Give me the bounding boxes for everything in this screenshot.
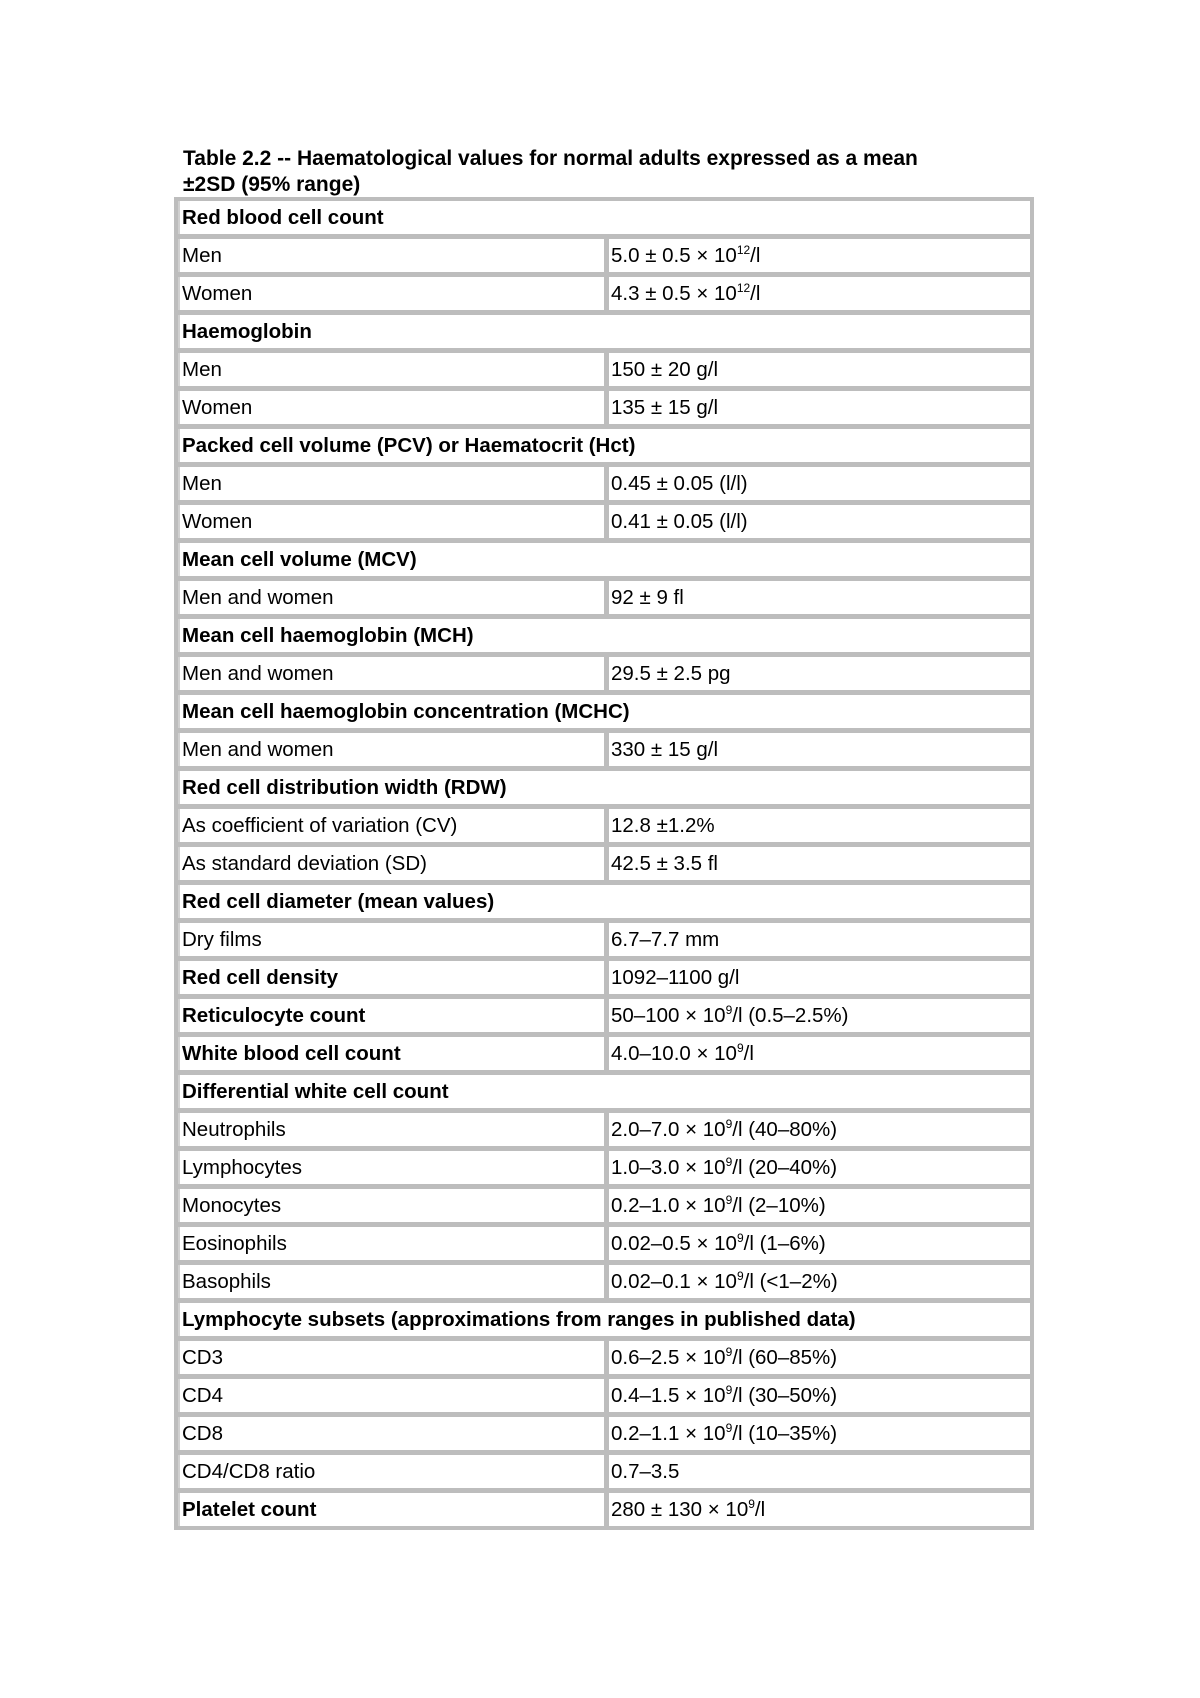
- value-text: 0.2–1.0 × 10: [611, 1194, 726, 1217]
- value-text: 50–100 × 10: [611, 1004, 726, 1027]
- value-exponent: 12: [736, 281, 751, 295]
- row-value: [604, 1151, 1030, 1184]
- row-label: Men: [178, 239, 604, 272]
- value-text: 5.0 ± 0.5 × 10: [611, 244, 737, 267]
- value-unit: /l (60–85%): [732, 1346, 838, 1369]
- section-header: Mean cell haemoglobin concentration (MCHC): [178, 695, 1030, 728]
- value-text: 135 ± 15 g/l: [611, 396, 718, 419]
- table-row: [178, 1379, 1030, 1412]
- section-header: Red cell distribution width (RDW): [178, 771, 1030, 804]
- value-exponent: 9: [725, 1421, 733, 1435]
- value-exponent: 9: [736, 1269, 744, 1283]
- value-text: 12.8 ±1.2%: [611, 814, 715, 837]
- row-label: Red cell density: [178, 961, 604, 994]
- row-label: CD3: [178, 1341, 604, 1374]
- row-value: [604, 1227, 1030, 1260]
- value-text: 1.0–3.0 × 10: [611, 1156, 726, 1179]
- row-value: [604, 1341, 1030, 1374]
- value-text: 0.6–2.5 × 10: [611, 1346, 726, 1369]
- section-header-row: [178, 315, 1030, 348]
- table-row: [178, 391, 1030, 424]
- value-text: 150 ± 20 g/l: [611, 358, 718, 381]
- value-text: 2.0–7.0 × 10: [611, 1118, 726, 1141]
- table-row: [178, 1417, 1030, 1450]
- row-label: White blood cell count: [178, 1037, 604, 1070]
- row-value: [604, 847, 1030, 880]
- section-header-row: [178, 619, 1030, 652]
- section-header: Mean cell haemoglobin (MCH): [178, 619, 1030, 652]
- table-row: [178, 1493, 1030, 1526]
- caption-line-2: ±2SD (95% range): [183, 173, 361, 196]
- row-label: As coefficient of variation (CV): [178, 809, 604, 842]
- row-label: Monocytes: [178, 1189, 604, 1222]
- row-value: [604, 239, 1030, 272]
- row-value: [604, 1379, 1030, 1412]
- row-value: [604, 809, 1030, 842]
- table-body: [178, 201, 1030, 1526]
- table-row: [178, 809, 1030, 842]
- row-label: Dry films: [178, 923, 604, 956]
- table-row: [178, 1227, 1030, 1260]
- section-header-row: [178, 695, 1030, 728]
- value-exponent: 9: [725, 1117, 733, 1131]
- value-unit: /l (40–80%): [732, 1118, 838, 1141]
- row-value: [604, 1265, 1030, 1298]
- table-row: [178, 1151, 1030, 1184]
- row-value: [604, 1113, 1030, 1146]
- value-unit: /l: [750, 282, 761, 305]
- table-row: [178, 1189, 1030, 1222]
- value-exponent: 12: [736, 243, 751, 257]
- row-label: Reticulocyte count: [178, 999, 604, 1032]
- value-text: 0.02–0.1 × 10: [611, 1270, 737, 1293]
- section-header-row: [178, 885, 1030, 918]
- table-row: [178, 467, 1030, 500]
- row-label: Neutrophils: [178, 1113, 604, 1146]
- row-value: [604, 1455, 1030, 1488]
- table-row: [178, 277, 1030, 310]
- row-label: CD8: [178, 1417, 604, 1450]
- row-value: [604, 1493, 1030, 1526]
- value-exponent: 9: [725, 1383, 733, 1397]
- table-row: [178, 581, 1030, 614]
- row-value: [604, 1189, 1030, 1222]
- value-exponent: 9: [748, 1497, 755, 1511]
- section-header-row: [178, 429, 1030, 462]
- table-caption: [183, 146, 1013, 198]
- value-exponent: 9: [725, 1003, 733, 1017]
- section-header-row: [178, 543, 1030, 576]
- table-row: [178, 1113, 1030, 1146]
- row-label: CD4/CD8 ratio: [178, 1455, 604, 1488]
- section-header: Differential white cell count: [178, 1075, 1030, 1108]
- value-unit: /l: [743, 1042, 754, 1065]
- row-value: [604, 1417, 1030, 1450]
- value-text: 4.3 ± 0.5 × 10: [611, 282, 737, 305]
- row-label: Women: [178, 277, 604, 310]
- value-unit: /l (20–40%): [732, 1156, 838, 1179]
- caption-line-1: Table 2.2 -- Haematological values for normal adults expressed as a mean: [183, 147, 918, 170]
- value-unit: /l (1–6%): [743, 1232, 826, 1255]
- value-text: 0.45 ± 0.05 (l/l): [611, 472, 748, 495]
- row-value: [604, 1037, 1030, 1070]
- table-row: [178, 657, 1030, 690]
- value-text: 1092–1100 g/l: [611, 966, 740, 989]
- section-header: Packed cell volume (PCV) or Haematocrit (Hct): [178, 429, 1030, 462]
- row-label: CD4: [178, 1379, 604, 1412]
- section-header: Haemoglobin: [178, 315, 1030, 348]
- row-value: [604, 733, 1030, 766]
- section-header: Lymphocyte subsets (approximations from ranges in published data): [178, 1303, 1030, 1336]
- value-text: 330 ± 15 g/l: [611, 738, 718, 761]
- section-header-row: [178, 1303, 1030, 1336]
- table-row: [178, 505, 1030, 538]
- row-label: Women: [178, 391, 604, 424]
- value-text: 0.7–3.5: [611, 1460, 680, 1483]
- row-label: Basophils: [178, 1265, 604, 1298]
- row-value: [604, 961, 1030, 994]
- row-value: [604, 999, 1030, 1032]
- value-text: 0.41 ± 0.05 (l/l): [611, 510, 748, 533]
- value-exponent: 9: [725, 1193, 733, 1207]
- row-value: [604, 277, 1030, 310]
- row-label: Men and women: [178, 657, 604, 690]
- value-unit: /l (0.5–2.5%): [732, 1004, 849, 1027]
- section-header-row: [178, 201, 1030, 234]
- value-text: 0.2–1.1 × 10: [611, 1422, 726, 1445]
- row-label: Eosinophils: [178, 1227, 604, 1260]
- row-value: [604, 923, 1030, 956]
- section-header-row: [178, 771, 1030, 804]
- value-unit: /l: [750, 244, 761, 267]
- value-text: 42.5 ± 3.5 fl: [611, 852, 718, 875]
- table-row: [178, 353, 1030, 386]
- table-row: [178, 1341, 1030, 1374]
- value-unit: /l (<1–2%): [743, 1270, 838, 1293]
- row-value: [604, 657, 1030, 690]
- row-label: Lymphocytes: [178, 1151, 604, 1184]
- value-text: 4.0–10.0 × 10: [611, 1042, 737, 1065]
- row-value: [604, 391, 1030, 424]
- table-row: [178, 999, 1030, 1032]
- section-header: Red blood cell count: [178, 201, 1030, 234]
- value-text: 29.5 ± 2.5 pg: [611, 662, 731, 685]
- row-value: [604, 505, 1030, 538]
- section-header: Mean cell volume (MCV): [178, 543, 1030, 576]
- section-header: Red cell diameter (mean values): [178, 885, 1030, 918]
- value-unit: /l: [754, 1498, 766, 1521]
- row-label: Men: [178, 467, 604, 500]
- value-exponent: 9: [736, 1041, 744, 1055]
- value-exponent: 9: [736, 1231, 744, 1245]
- row-label: Men: [178, 353, 604, 386]
- section-header-row: [178, 1075, 1030, 1108]
- row-label: As standard deviation (SD): [178, 847, 604, 880]
- haematology-table: [174, 197, 1034, 1530]
- value-text: 280 ± 130 × 10: [611, 1498, 749, 1521]
- table-row: [178, 239, 1030, 272]
- table-row: [178, 1265, 1030, 1298]
- table-row: [178, 961, 1030, 994]
- row-label: Men and women: [178, 581, 604, 614]
- value-text: 0.02–0.5 × 10: [611, 1232, 737, 1255]
- value-exponent: 9: [725, 1155, 733, 1169]
- value-text: 6.7–7.7 mm: [611, 928, 720, 951]
- table-row: [178, 847, 1030, 880]
- value-unit: /l (30–50%): [732, 1384, 838, 1407]
- value-unit: /l (10–35%): [732, 1422, 838, 1445]
- value-text: 92 ± 9 fl: [611, 586, 684, 609]
- value-unit: /l (2–10%): [732, 1194, 826, 1217]
- table-row: [178, 1037, 1030, 1070]
- row-label: Platelet count: [178, 1493, 604, 1526]
- row-value: [604, 467, 1030, 500]
- value-text: 0.4–1.5 × 10: [611, 1384, 726, 1407]
- table-row: [178, 923, 1030, 956]
- row-label: Men and women: [178, 733, 604, 766]
- row-value: [604, 353, 1030, 386]
- table-row: [178, 1455, 1030, 1488]
- table-row: [178, 733, 1030, 766]
- row-label: Women: [178, 505, 604, 538]
- value-exponent: 9: [725, 1345, 733, 1359]
- row-value: [604, 581, 1030, 614]
